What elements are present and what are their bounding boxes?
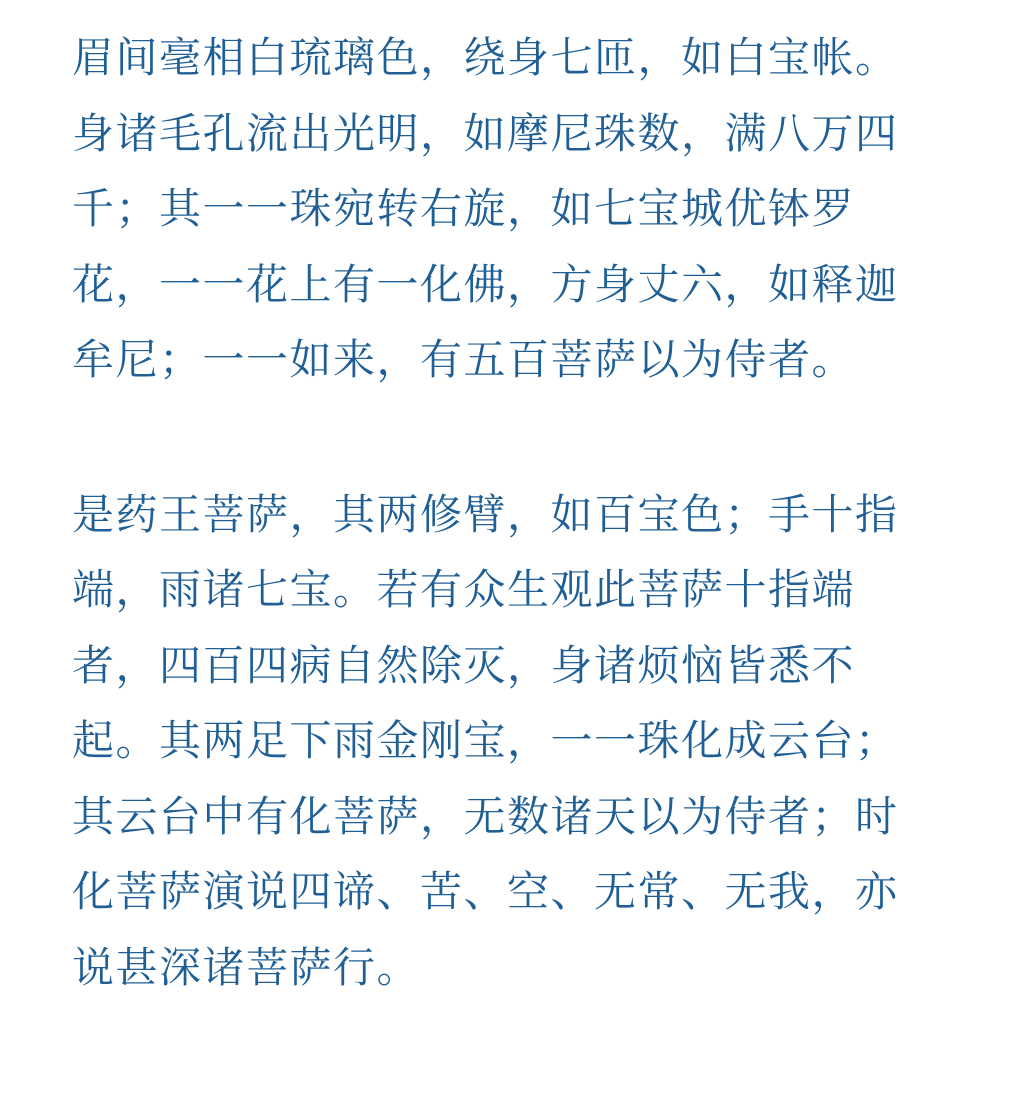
text-line: 花，一一花上有一化佛，方身丈六，如释迦	[72, 259, 899, 309]
text-line: 化菩萨演说四谛、苦、空、无常、无我，亦	[72, 867, 899, 916]
text-line: 千；其一一珠宛转右旋，如七宝城优钵罗	[72, 184, 856, 233]
text-line: 眉间毫相白琉璃色，绕身七匝，如白宝帐。	[72, 33, 899, 82]
text-line: 说甚深诸菩萨行。	[72, 942, 421, 992]
text-line: 起。其两足下雨金刚宝，一一珠化成云台；	[72, 716, 899, 765]
text-line: 者，四百四病自然除灭，身诸烦恼皆悉不	[72, 640, 856, 690]
text-line: 是药王菩萨，其两修臂，如百宝色；手十指	[72, 489, 899, 539]
text-line: 端，雨诸七宝。若有众生观此菩萨十指端	[72, 565, 856, 614]
text-line: 牟尼；一一如来，有五百菩萨以为侍者。	[72, 335, 856, 384]
text-line: 其云台中有化菩萨，无数诸天以为侍者；时	[72, 791, 899, 841]
paragraph-2	[72, 477, 972, 1006]
text-line: 身诸毛孔流出光明，如摩尼珠数，满八万四	[72, 108, 899, 158]
paragraph-spacer	[72, 398, 972, 477]
paragraph-1	[72, 20, 972, 398]
article-text	[72, 20, 972, 1005]
